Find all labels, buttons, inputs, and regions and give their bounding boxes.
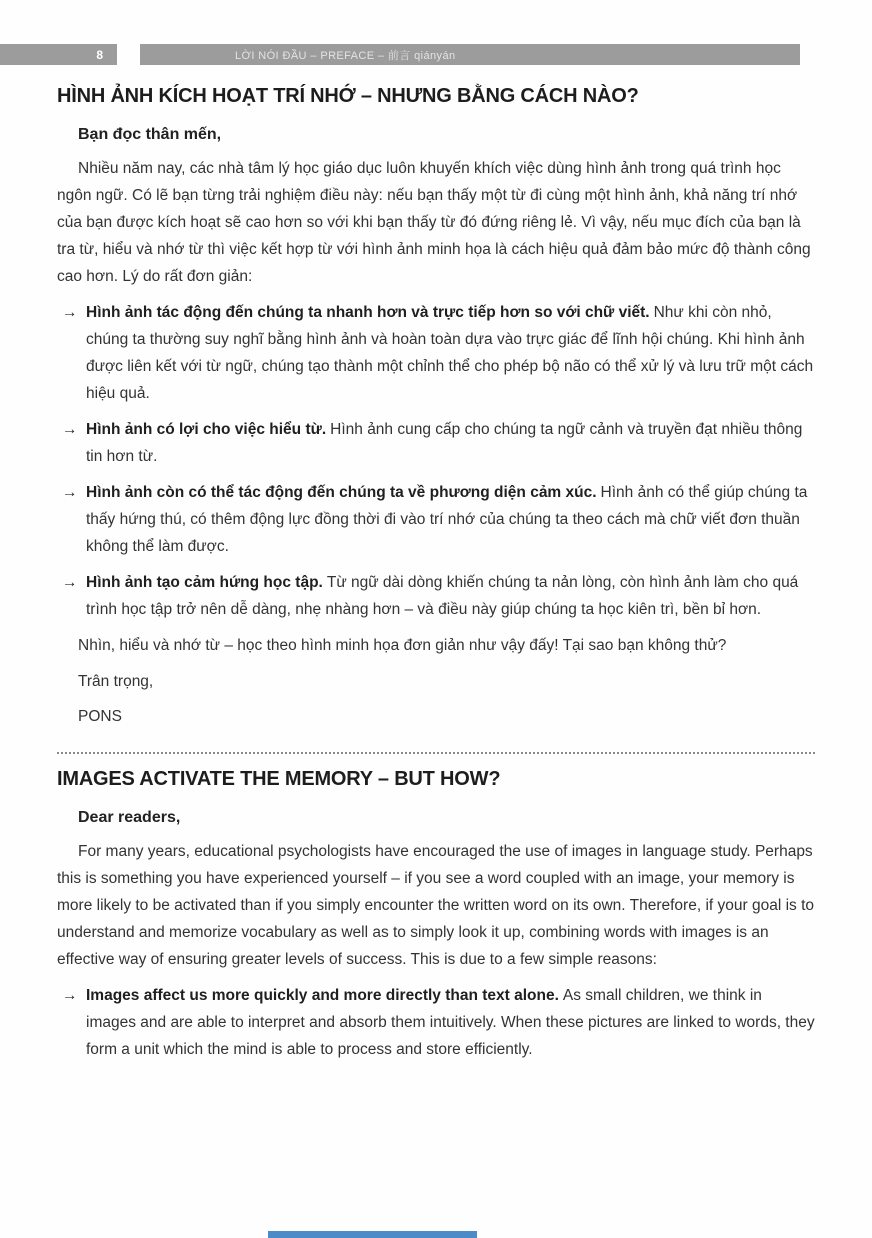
- page-content: [0, 84, 872, 1072]
- bullet-body: Hình ảnh có thể giúp chúng ta thấy hứng thú, có thêm động lực đồng thời đi vào trí nhớ của chúng ta theo cách mà chữ viết đơn thuần không thể làm được.: [86, 484, 808, 555]
- page-number: 8: [96, 47, 103, 62]
- arrow-bullet-icon: →: [62, 574, 78, 591]
- list-item: [57, 416, 815, 470]
- bullet-lead: Hình ảnh tác động đến chúng ta nhanh hơn và trực tiếp hơn so với chữ viết.: [86, 304, 650, 321]
- intro-paragraph-vi: Nhiều năm nay, các nhà tâm lý học giáo dục luôn khuyến khích việc dùng hình ảnh trong quá trình học ngôn ngữ. Có lẽ bạn từng trải nghiệm điều này: nếu bạn thấy một từ đi cùng một hình ảnh, khả năng trí nhớ của bạn được kích hoạt sẽ cao hơn so với khi bạn thấy từ đó đứng riêng lẻ. Vì vậy, nếu mục đích của bạn là tra từ, hiểu và nhớ từ thì việc kết hợp từ với hình ảnh minh họa là cách hiệu quả đảm bảo mức độ thành công cao hơn. Lý do rất đơn giản:: [57, 160, 811, 285]
- bullet-lead: Images affect us more quickly and more directly than text alone.: [86, 987, 559, 1004]
- bullet-list-en: [57, 982, 815, 1063]
- footer-color-bar: [268, 1231, 477, 1238]
- bullet-body: As small children, we think in images and are able to interpret and absorb them intuitively. When these pictures are linked to words, they form a unit which the mind is able to process and store efficiently.: [86, 987, 815, 1058]
- section-divider: [57, 752, 815, 754]
- arrow-bullet-icon: →: [62, 304, 78, 321]
- arrow-bullet-icon: →: [62, 421, 78, 438]
- page-number-tab: [0, 44, 117, 65]
- preface-title-en: IMAGES ACTIVATE THE MEMORY – BUT HOW?: [57, 768, 501, 790]
- intro-paragraph-en: For many years, educational psychologists have encouraged the use of images in language study. Perhaps this is something you have experienced yourself – if you see a word coupled with an image, your memory is more likely to be activated than if you simply encounter the written word on its own. Therefore, if your goal is to understand and memorize vocabulary as well as to simply look it up, combining words with images is an effective way of ensuring greater levels of success. This is due to a few simple reasons:: [57, 843, 815, 968]
- arrow-bullet-icon: →: [62, 484, 78, 501]
- running-section-title: LỜI NÓI ĐẦU – PREFACE – 前言 qiányán: [235, 49, 456, 62]
- bullet-body: Như khi còn nhỏ, chúng ta thường suy nghĩ bằng hình ảnh và hoàn toàn dựa vào trực giác để lĩnh hội chúng. Khi hình ảnh được liên kết với từ ngữ, chúng tạo thành một chỉnh thể cho phép bộ não có thể xử lý và lưu trữ một cách hiệu quả.: [86, 304, 814, 402]
- list-item: [57, 569, 815, 623]
- running-header: [0, 44, 800, 65]
- signoff-vi: Trân trọng,: [78, 673, 154, 690]
- bullet-body: Hình ảnh cung cấp cho chúng ta ngữ cảnh và truyền đạt nhiều thông tin hơn từ.: [86, 421, 803, 465]
- arrow-bullet-icon: →: [62, 987, 78, 1004]
- list-item: [57, 982, 815, 1063]
- bullet-lead: Hình ảnh có lợi cho việc hiểu từ.: [86, 421, 327, 438]
- bullet-lead: Hình ảnh tạo cảm hứng học tập.: [86, 574, 323, 591]
- bullet-list-vi: [57, 299, 815, 623]
- list-item: [57, 299, 815, 407]
- list-item: [57, 479, 815, 560]
- closing-paragraph-vi: Nhìn, hiểu và nhớ từ – học theo hình minh họa đơn giản như vậy đấy! Tại sao bạn không thử?: [78, 637, 727, 654]
- publisher-signature: PONS: [78, 708, 122, 725]
- preface-title-vi: HÌNH ẢNH KÍCH HOẠT TRÍ NHỚ – NHƯNG BẰNG CÁCH NÀO?: [57, 85, 639, 107]
- salutation-en: Dear readers,: [78, 809, 181, 826]
- bullet-lead: Hình ảnh còn có thể tác động đến chúng ta về phương diện cảm xúc.: [86, 484, 597, 501]
- salutation-vi: Bạn đọc thân mến,: [78, 126, 222, 143]
- section-header-tab: [140, 44, 800, 65]
- bullet-body: Từ ngữ dài dòng khiến chúng ta nản lòng, còn hình ảnh làm cho quá trình học tập trở nên dễ dàng, nhẹ nhàng hơn – và điều này giúp chúng ta học kiên trì, bền bỉ hơn.: [86, 574, 799, 618]
